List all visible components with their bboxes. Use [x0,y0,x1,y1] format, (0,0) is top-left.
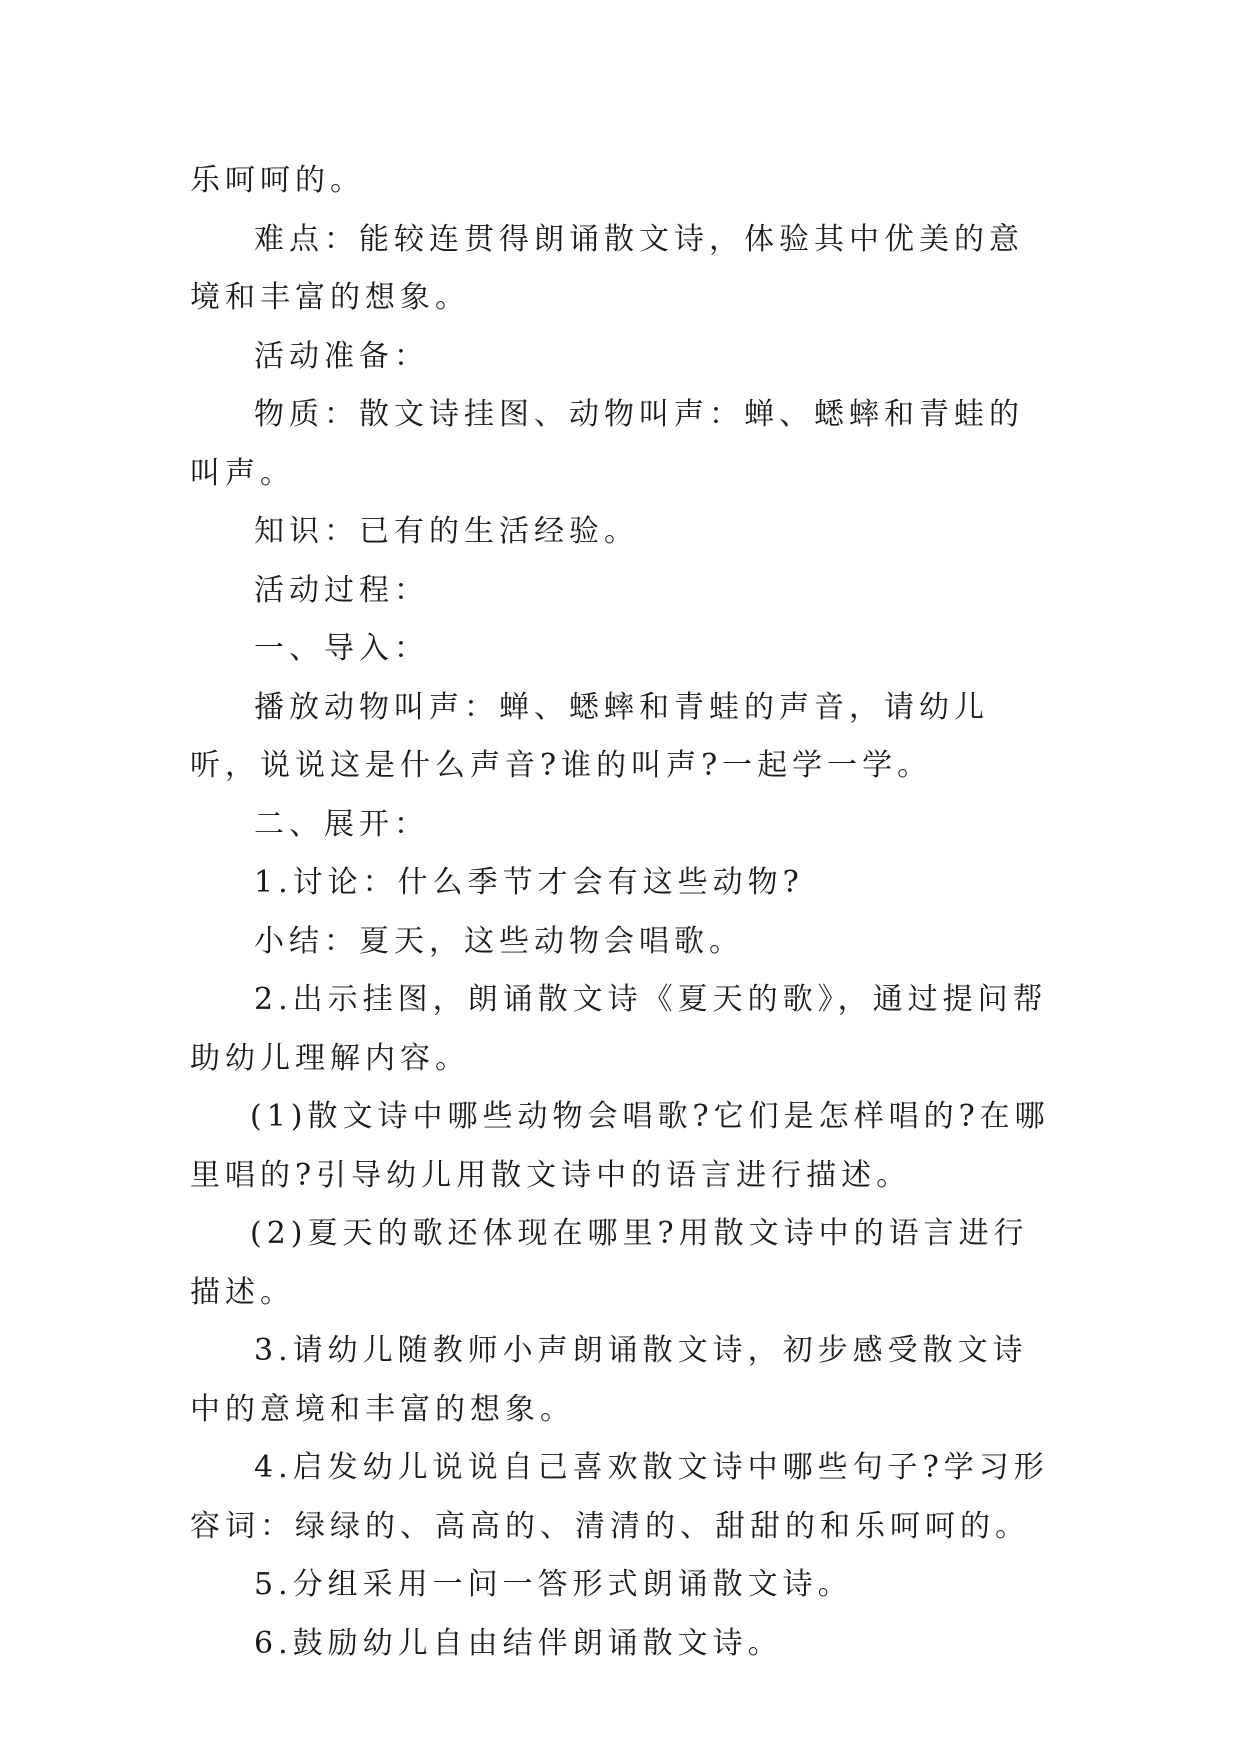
paragraph-preparation-heading: 活动准备： [254,338,429,374]
paragraph-summary: 小结：夏天，这些动物会唱歌。 [254,923,744,959]
paragraph-knowledge: 知识：已有的生活经验。 [254,514,639,549]
paragraph-materials: 物质：散文诗挂图、动物叫声：蝉、蟋蟀和青蛙的叫声。 [190,397,1024,491]
paragraph-process-heading: 活动过程： [254,572,429,608]
paragraph-step-2: 2.出示挂图，朗诵散文诗《夏天的歌》，通过提问帮助幼儿理解内容。 [190,982,1048,1076]
paragraph-step-3: 3.请幼儿随教师小声朗诵散文诗，初步感受散文诗中的意境和丰富的想象。 [190,1333,1028,1427]
paragraph-section-develop: 二、展开： [254,806,429,842]
document-body [190,152,1058,1673]
paragraph-step-1: 1.讨论：什么季节才会有这些动物? [254,865,804,900]
paragraph-intro-content: 播放动物叫声：蝉、蟋蟀和青蛙的声音，请幼儿听，说说这是什么声音?谁的叫声?一起学一学。 [190,689,989,783]
paragraph-section-intro: 一、导入： [254,631,429,666]
paragraph-step-6: 6.鼓励幼儿自由结伴朗诵散文诗。 [254,1625,783,1661]
paragraph-step-4: 4.启发幼儿说说自己喜欢散文诗中哪些句子?学习形容词：绿绿的、高高的、清清的、甜甜的和乐呵呵的。 [190,1450,1049,1544]
paragraph-step-2-sub-1: (1)散文诗中哪些动物会唱歌?它们是怎样唱的?在哪里唱的?引导幼儿用散文诗中的语言进行描述。 [190,1099,1050,1193]
paragraph-difficulty: 难点：能较连贯得朗诵散文诗，体验其中优美的意境和丰富的想象。 [190,221,1024,315]
paragraph-continuation: 乐呵呵的。 [190,163,365,198]
paragraph-step-2-sub-2: (2)夏天的歌还体现在哪里?用散文诗中的语言进行描述。 [190,1216,1029,1310]
paragraph-step-5: 5.分组采用一问一答形式朗诵散文诗。 [254,1567,853,1602]
